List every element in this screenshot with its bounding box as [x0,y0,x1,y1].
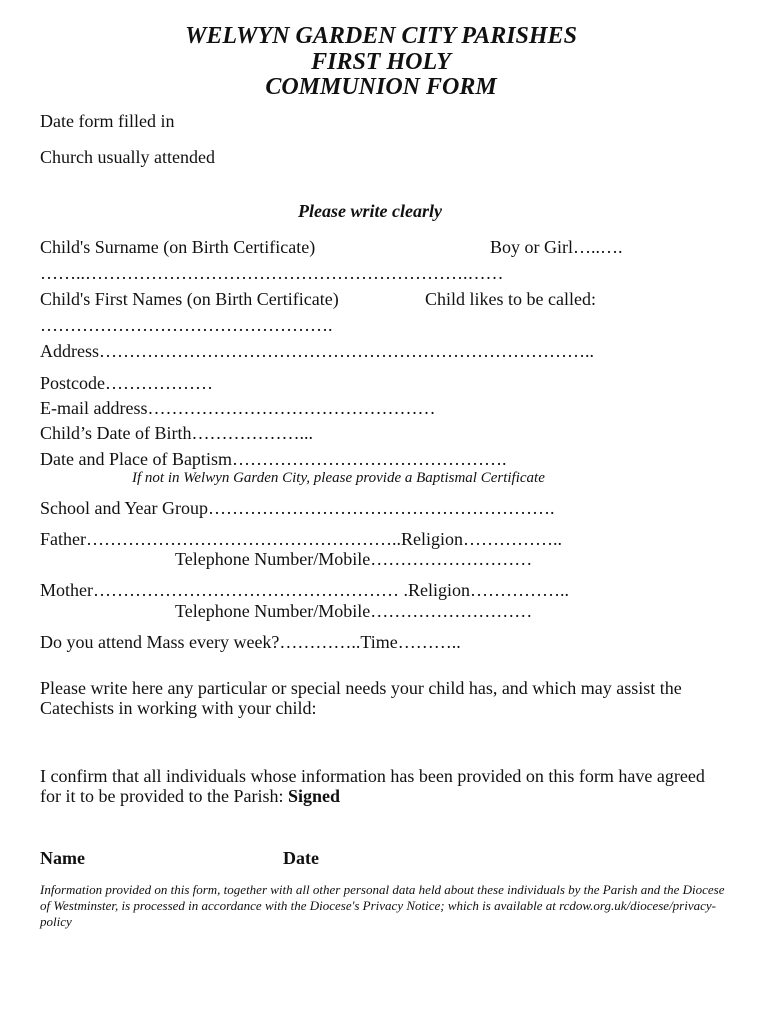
name-label: Name [40,848,85,868]
first-names-label: Child's First Names (on Birth Certificate) [40,289,339,309]
mother-label: Mother…………………………………………… .Religion…………….. [40,580,569,600]
surname-dotted-line: ……..……………………………………………………….…… [40,263,504,283]
date-of-birth-label: Child’s Date of Birth………………... [40,423,313,443]
surname-label: Child's Surname (on Birth Certificate) [40,237,316,257]
father-phone-label: Telephone Number/Mobile……………………… [175,549,533,569]
date-label: Date [283,848,319,868]
likes-to-be-called-label: Child likes to be called: [425,289,596,309]
school-label: School and Year Group…………………………………………………. [40,498,555,518]
address-label: Address……………………………………………………………………….. [40,341,594,361]
confirmation-text: I confirm that all individuals whose information has been provided on this form have agreed for it to be provided to the Parish: [40,766,705,806]
privacy-notice: Information provided on this form, together with all other personal data held about these individuals by the Parish and the Diocese of Westminster, is processed in accordance with the Diocese's Privacy Notice; which is available at rcdow.org.uk/diocese/privacy-policy [40,882,725,929]
instruction-text: Please write clearly [298,201,442,221]
mass-attendance-label: Do you attend Mass every week?…………..Time……….. [40,632,461,652]
form-title-line-2: FIRST HOLY [311,49,451,75]
first-names-dotted-line: …………………………………………. [40,315,333,335]
special-needs-label: Please write here any particular or special needs your child has, and which may assist the Catechists in working with your child: [40,678,682,718]
date-filled-label: Date form filled in [40,111,175,131]
email-label: E-mail address………………………………………… [40,398,436,418]
postcode-label: Postcode……………… [40,373,213,393]
form-title-line-3: COMMUNION FORM [265,74,497,100]
signed-label: Signed [287,786,340,806]
mother-phone-label: Telephone Number/Mobile……………………… [175,601,533,621]
church-label: Church usually attended [40,147,215,167]
baptism-note: If not in Welwyn Garden City, please provide a Baptismal Certificate [132,470,545,486]
form-title-line-1: WELWYN GARDEN CITY PARISHES [185,23,577,49]
baptism-label: Date and Place of Baptism………………………………………. [40,449,507,469]
father-label: Father……………………………………………..Religion…………….. [40,529,562,549]
boy-or-girl-label: Boy or Girl…..…. [490,237,623,257]
confirmation-statement [40,766,720,806]
